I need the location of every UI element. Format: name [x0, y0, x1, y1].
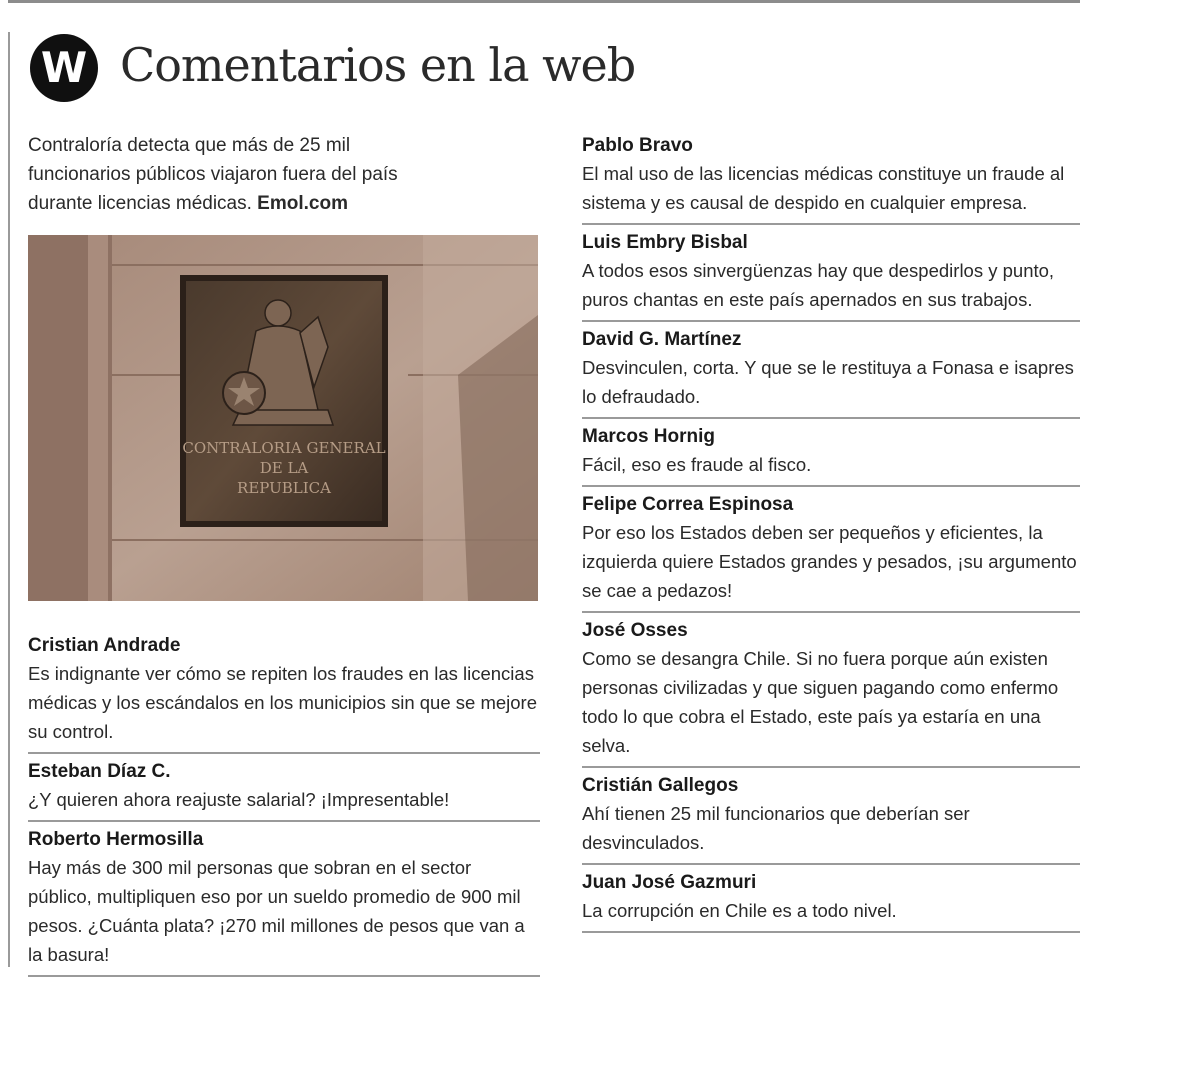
comment-text: ¿Y quieren ahora reajuste salarial? ¡Impresentable!: [28, 789, 450, 810]
comment-text: Ahí tienen 25 mil funcionarios que deberían ser desvinculados.: [582, 803, 970, 853]
comment-text: Como se desangra Chile. Si no fuera porque aún existen personas civilizadas y que siguen pagando como enfermo todo lo que cobra el Estado, este país ya estaría en una selva.: [582, 648, 1059, 756]
comment: [582, 613, 1080, 768]
article-headline: Contraloría detecta que más de 25 mil funcionarios públicos viajaron fuera del país durante licencias médicas.: [28, 135, 398, 214]
comment: [582, 322, 1080, 419]
comment: [582, 133, 1080, 225]
comment-text: Por eso los Estados deben ser pequeños y eficientes, la izquierda quiere Estados grandes y pesados, ¡su argumento se cae a pedazos!: [582, 522, 1077, 601]
comment-author: Marcos Hornig: [582, 426, 716, 447]
comment: [582, 419, 1080, 487]
comment-author: Felipe Correa Espinosa: [582, 494, 794, 515]
plaque-line-2: DE LA: [259, 459, 309, 477]
comment-author: David G. Martínez: [582, 329, 742, 350]
comment: [28, 633, 540, 754]
comment: [582, 768, 1080, 865]
comment: [582, 865, 1080, 933]
right-comment-list: [582, 133, 1080, 933]
comment-text: Fácil, eso es fraude al fisco.: [582, 454, 812, 475]
article-source: Emol.com: [257, 193, 348, 214]
logo-letter: W: [40, 43, 88, 92]
comment-text: La corrupción en Chile es a todo nivel.: [582, 900, 897, 921]
comment-author: Juan José Gazmuri: [582, 872, 757, 893]
w-logo-icon: [30, 34, 98, 102]
comment: [582, 225, 1080, 322]
comment-author: Luis Embry Bisbal: [582, 232, 748, 253]
comment-author: José Osses: [582, 620, 688, 641]
comment-author: Cristian Andrade: [28, 635, 181, 656]
side-rule: [8, 32, 10, 967]
comment-author: Cristián Gallegos: [582, 775, 739, 796]
plaque-line-3: REPUBLICA: [237, 479, 331, 497]
comment-text: A todos esos sinvergüenzas hay que despedirlos y punto, puros chantas en este país apernados en sus trabajos.: [582, 260, 1055, 310]
comment-author: Esteban Díaz C.: [28, 761, 171, 782]
contraloria-plaque-photo: [28, 235, 538, 601]
section-title: Comentarios en la web: [120, 38, 636, 92]
comment-text: Hay más de 300 mil personas que sobran en el sector público, multipliquen eso por un sueldo promedio de 900 mil pesos. ¿Cuánta plata? ¡270 mil millones de pesos que van a la basura!: [28, 857, 525, 965]
article-intro: [28, 131, 448, 218]
comment: [28, 754, 540, 822]
comment-author: Roberto Hermosilla: [28, 829, 204, 850]
comment-text: El mal uso de las licencias médicas constituye un fraude al sistema y es causal de despido en cualquier empresa.: [582, 163, 1065, 213]
left-comment-list: [28, 633, 540, 977]
comment-text: Desvinculen, corta. Y que se le restituya a Fonasa e isapres lo defraudado.: [582, 357, 1074, 407]
comment-text: Es indignante ver cómo se repiten los fraudes en las licencias médicas y los escándalos en los municipios sin que se mejore su control.: [28, 663, 538, 742]
comment: [582, 487, 1080, 613]
top-rule: [8, 0, 1080, 3]
comment: [28, 822, 540, 977]
plaque-line-1: CONTRALORIA GENERAL: [182, 439, 386, 457]
comment-author: Pablo Bravo: [582, 135, 693, 156]
